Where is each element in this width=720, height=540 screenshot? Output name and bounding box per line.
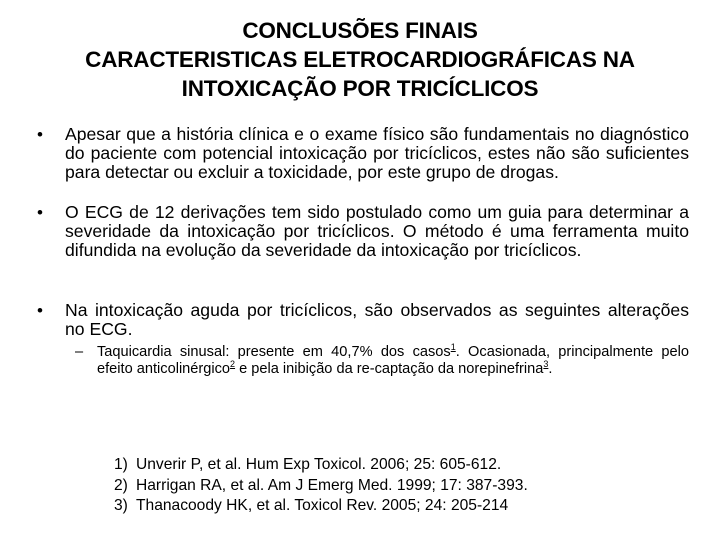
sub-bullet-item <box>75 342 689 377</box>
bullet-text: O ECG de 12 derivações tem sido postulado como um guia para determinar a severidade da intoxicação por tricíclicos. O método é uma ferramenta muito difundida na evolução da severidade da intoxicação por tricíclicos. <box>65 202 689 260</box>
reference-list <box>114 455 528 517</box>
bullet-marker: • <box>37 301 43 320</box>
reference-text: Harrigan RA, et al. Am J Emerg Med. 1999; 17: 387-393. <box>136 476 528 494</box>
sub-bullet-text <box>97 344 689 377</box>
footnote-ref[interactable]: 3 <box>543 358 549 369</box>
bullet-text: Na intoxicação aguda por tricíclicos, são observados as seguintes alterações no ECG. <box>65 300 689 339</box>
title-line-2: CARACTERISTICAS ELETROCARDIOGRÁFICAS NA <box>85 47 635 72</box>
sub-text-part: Taquicardia sinusal: presente em 40,7% dos casos <box>97 344 451 360</box>
footnote-ref[interactable]: 2 <box>230 358 236 369</box>
bullet-item <box>37 300 689 339</box>
sub-text-part: . <box>548 360 553 377</box>
reference-number: 2) <box>114 476 128 494</box>
reference-item <box>114 476 528 497</box>
reference-item <box>114 455 528 476</box>
bullet-item <box>37 202 689 260</box>
reference-number: 1) <box>114 456 128 473</box>
bullet-marker: • <box>37 125 43 144</box>
sub-bullet-marker: – <box>75 344 84 360</box>
footnote-ref[interactable]: 1 <box>450 342 456 353</box>
reference-text: Thanacoody HK, et al. Toxicol Rev. 2005; 24: 205-214 <box>136 497 509 514</box>
reference-number: 3) <box>114 497 128 514</box>
reference-text: Unverir P, et al. Hum Exp Toxicol. 2006; 25: 605-612. <box>136 456 502 473</box>
sub-text-part: . Ocasionada, principalmente pelo efeito anticolinérgico <box>97 344 689 377</box>
title-line-3: INTOXICAÇÃO POR TRICÍCLICOS <box>181 76 539 101</box>
bullet-text: Apesar que a história clínica e o exame físico são fundamentais no diagnóstico do paciente com potencial intoxicação por tricíclicos, estes não são suficientes para detectar ou excluir a toxicidade, por este grupo de drogas. <box>65 124 689 182</box>
reference-item <box>114 496 528 517</box>
title-line-1: CONCLUSÕES FINAIS <box>242 18 478 43</box>
sub-text-part: e pela inibição da re-captação da norepinefrina <box>235 360 544 377</box>
bullet-marker: • <box>37 203 43 222</box>
bullet-item <box>37 124 689 182</box>
